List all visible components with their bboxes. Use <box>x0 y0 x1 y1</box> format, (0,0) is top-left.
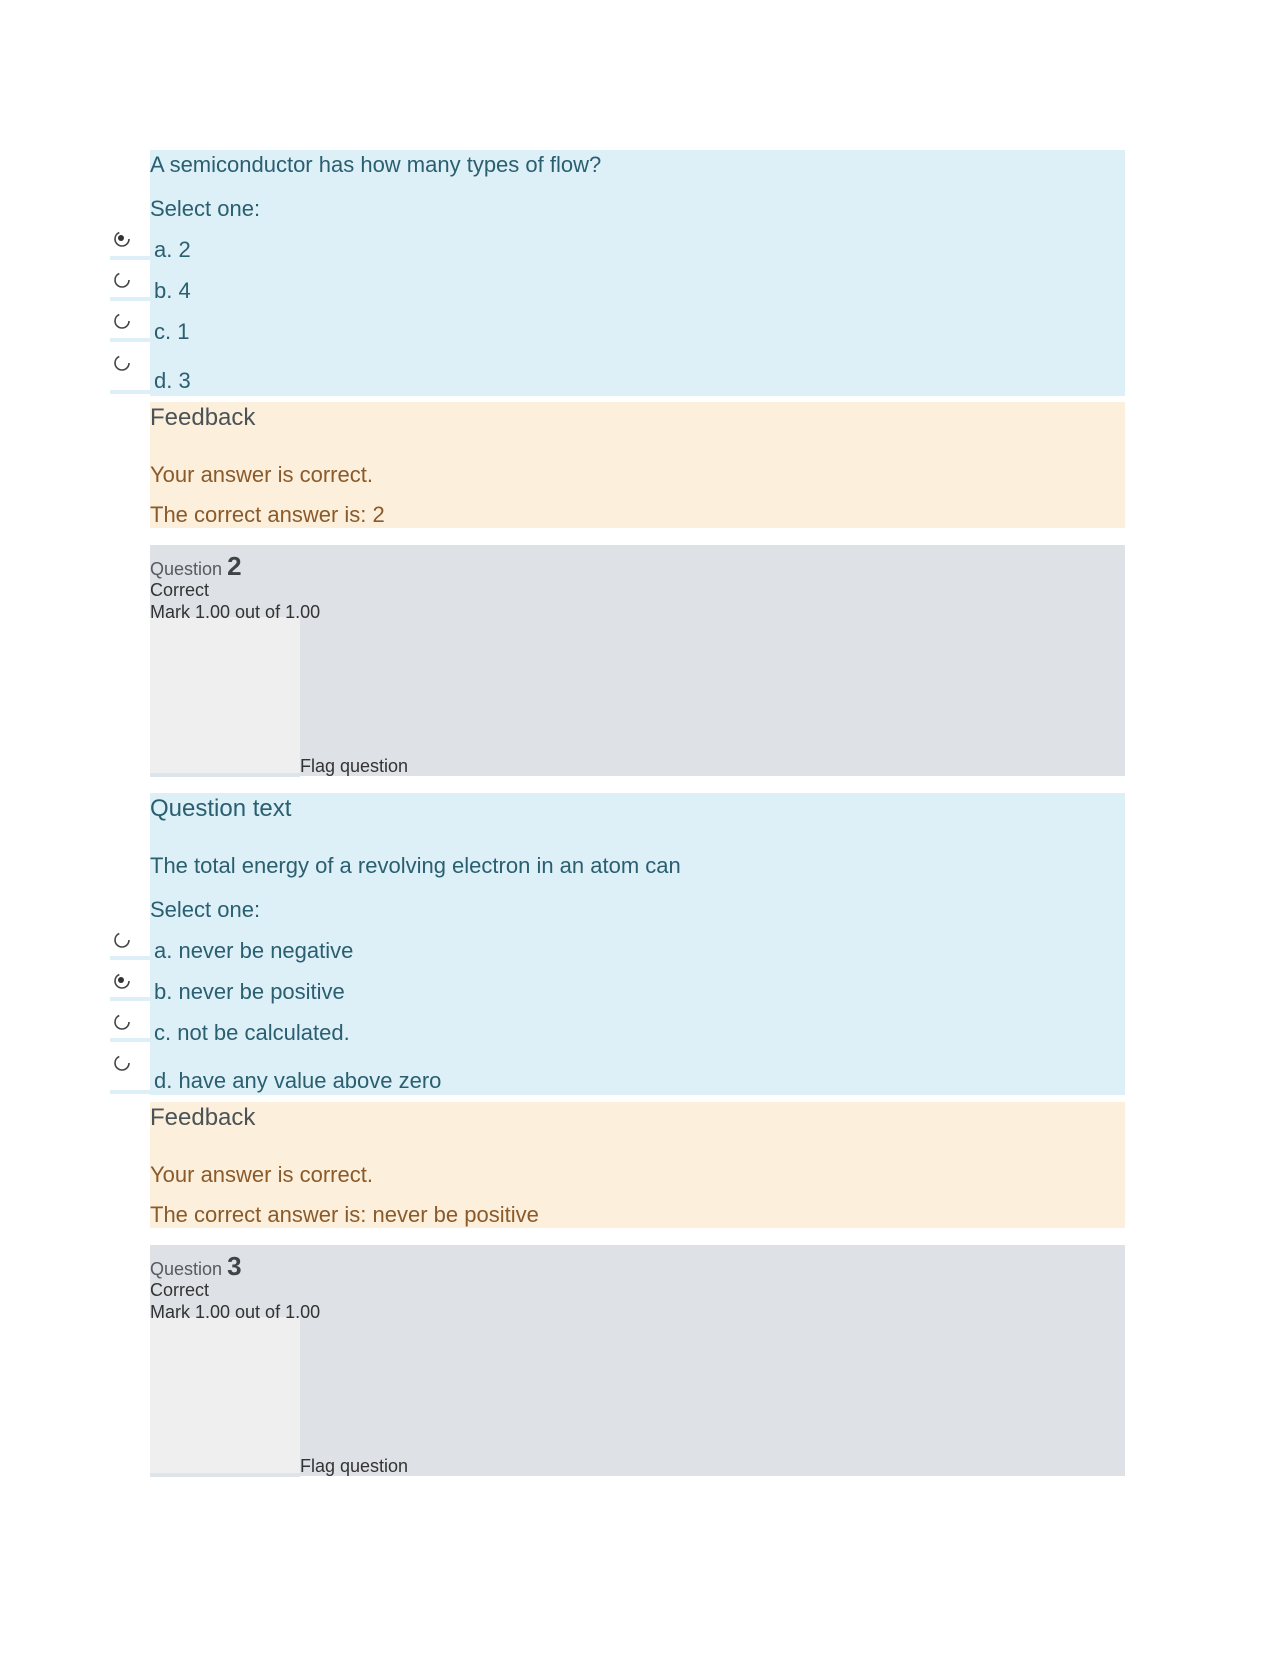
answer-row-separator <box>110 297 154 301</box>
feedback-title: Feedback <box>150 404 256 431</box>
question-2-heading: Question text <box>150 795 292 822</box>
answer-row-separator <box>110 997 154 1001</box>
answer-row-separator <box>110 1038 154 1042</box>
flag-question-button[interactable]: Flag question <box>300 756 409 776</box>
radio-option-b-selected[interactable] <box>113 972 131 990</box>
question-3-info-thumbnail <box>150 1317 300 1477</box>
option-a-label[interactable]: a. never be negative <box>154 938 354 963</box>
question-3-status: Correct <box>150 1280 210 1300</box>
question-2-prompt: Select one: <box>150 897 261 922</box>
question-1-prompt: Select one: <box>150 196 261 221</box>
answer-row-separator <box>110 256 154 260</box>
question-2-text: The total energy of a revolving electron in an atom can <box>150 853 681 878</box>
radio-option-a-selected[interactable] <box>113 230 131 248</box>
radio-option-d[interactable] <box>113 1054 131 1072</box>
feedback-result: Your answer is correct. <box>150 462 373 487</box>
answer-row-separator <box>110 956 154 960</box>
option-c-label[interactable]: c. not be calculated. <box>154 1020 350 1045</box>
radio-option-c[interactable] <box>113 312 131 330</box>
question-label: Question <box>150 559 223 579</box>
question-number: 3 <box>227 1251 242 1281</box>
option-d-label[interactable]: d. 3 <box>154 368 191 393</box>
feedback-result: Your answer is correct. <box>150 1162 373 1187</box>
answer-row-separator <box>110 390 154 394</box>
option-a-label[interactable]: a. 2 <box>154 237 191 262</box>
question-1-block <box>150 150 1125 396</box>
question-2-mark: Mark 1.00 out of 1.00 <box>150 602 321 622</box>
answer-row-separator <box>110 1090 154 1094</box>
radio-option-a[interactable] <box>113 931 131 949</box>
feedback-title: Feedback <box>150 1104 256 1131</box>
feedback-correct-answer: The correct answer is: never be positive <box>150 1202 539 1227</box>
question-1-text: A semiconductor has how many types of flow? <box>150 152 602 177</box>
answer-row-separator <box>110 338 154 342</box>
question-label: Question <box>150 1259 223 1279</box>
feedback-correct-answer: The correct answer is: 2 <box>150 502 385 527</box>
radio-option-b[interactable] <box>113 271 131 289</box>
flag-question-button[interactable]: Flag question <box>300 1456 409 1476</box>
option-d-label[interactable]: d. have any value above zero <box>154 1068 442 1093</box>
question-2-number <box>150 553 242 579</box>
question-3-number <box>150 1253 242 1279</box>
question-3-mark: Mark 1.00 out of 1.00 <box>150 1302 321 1322</box>
option-b-label[interactable]: b. 4 <box>154 278 191 303</box>
question-number: 2 <box>227 551 242 581</box>
question-2-status: Correct <box>150 580 210 600</box>
option-c-label[interactable]: c. 1 <box>154 319 190 344</box>
radio-option-c[interactable] <box>113 1013 131 1031</box>
radio-option-d[interactable] <box>113 354 131 372</box>
option-b-label[interactable]: b. never be positive <box>154 979 345 1004</box>
question-2-info-thumbnail <box>150 617 300 777</box>
